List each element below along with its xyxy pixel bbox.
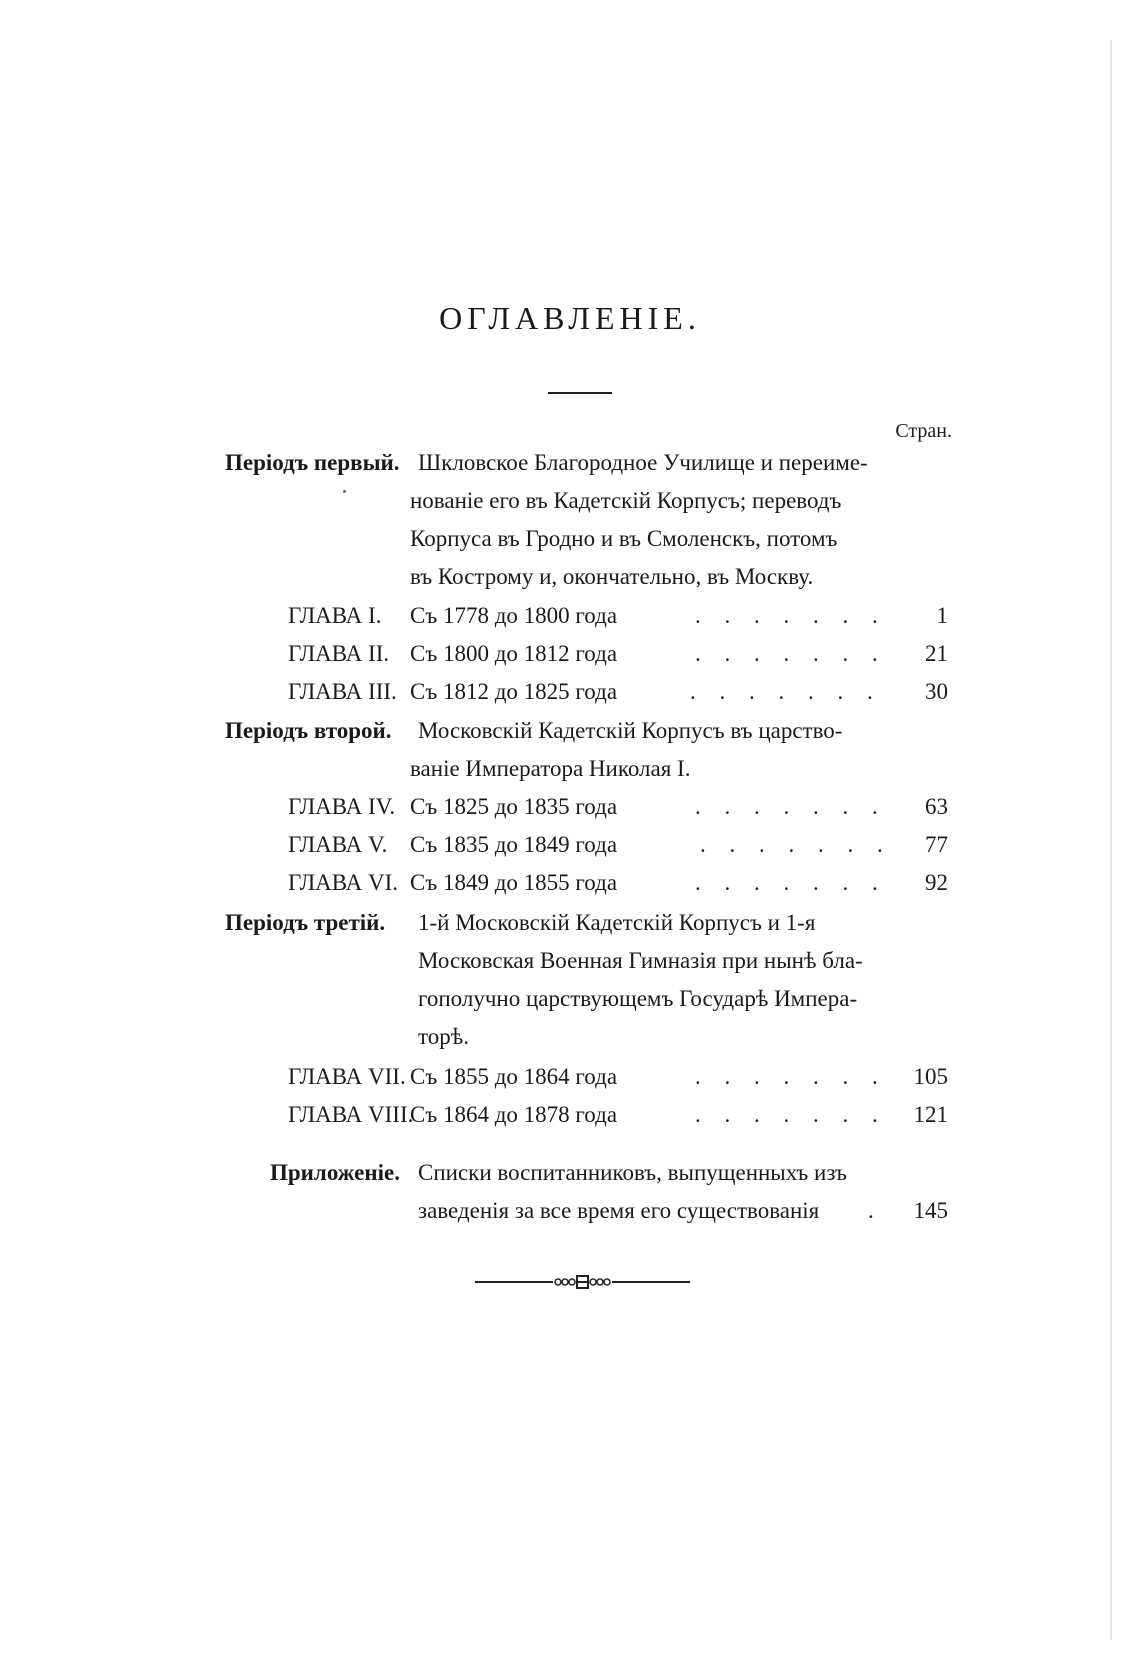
appendix-line-2: заведенія за все время его существованія <box>418 1198 820 1223</box>
chapter-3-text: Съ 1812 до 1825 года <box>410 679 618 704</box>
period-first-line-3: Корпуса въ Гродно и въ Смоленскъ, потомъ <box>410 526 838 551</box>
chapter-4-page: 63 <box>925 794 948 819</box>
period-first-label: Періодъ первый. <box>225 450 400 475</box>
ornament-ring <box>569 1279 575 1285</box>
period-first-line-1: Шкловское Благородное Училище и переиме- <box>418 450 868 475</box>
appendix-leader: . <box>868 1198 874 1223</box>
chapter-1-page: 1 <box>936 603 948 628</box>
period-first-line-2: нованіе его въ Кадетскій Корпусъ; переводъ <box>410 488 842 513</box>
chapter-6-label: ГЛАВА VI. <box>288 870 399 895</box>
chapter-5-text: Съ 1835 до 1849 года <box>410 832 618 857</box>
chapter-3-leader: . . . . . . . <box>690 679 882 704</box>
chapter-1-label: ГЛАВА I. <box>288 603 382 628</box>
period-third-line-3: гополучно царствующемъ Государѣ Импера- <box>418 986 858 1011</box>
chapter-5-page: 77 <box>925 832 948 857</box>
chapter-8-label: ГЛАВА VIII. <box>288 1102 414 1127</box>
ornament-ring <box>562 1279 568 1285</box>
chapter-2-label: ГЛАВА II. <box>288 641 390 666</box>
chapter-3-label: ГЛАВА III. <box>288 679 397 704</box>
chapter-5-leader: . . . . . . . <box>700 832 892 857</box>
period-third-label: Періодъ третій. <box>225 910 386 935</box>
period-third-line-4: торѣ. <box>418 1024 469 1049</box>
chapter-1-text: Съ 1778 до 1800 года <box>410 603 618 628</box>
ornament-ring <box>590 1279 596 1285</box>
chapter-2-leader: . . . . . . . <box>695 641 887 666</box>
chapter-8-page: 121 <box>913 1102 948 1127</box>
ornament-ring <box>597 1279 603 1285</box>
page-column-header: Стран. <box>895 420 952 442</box>
chapter-2-page: 21 <box>925 641 948 666</box>
chapter-3-page: 30 <box>925 679 948 704</box>
period-second-label: Періодъ второй. <box>225 718 392 743</box>
period-second-line-1: Московскій Кадетскій Корпусъ въ царство- <box>418 718 843 743</box>
title-rule <box>548 392 612 394</box>
appendix-page: 145 <box>913 1198 948 1223</box>
chapter-6-page: 92 <box>925 870 948 895</box>
period-third-line-1: 1-й Московскій Кадетскій Корпусъ и 1-я <box>418 910 816 935</box>
appendix-line-1: Списки воспитанниковъ, выпущенныхъ изъ <box>418 1160 847 1185</box>
end-ornament <box>475 1272 690 1292</box>
period-second-line-2: ваніе Императора Николая I. <box>410 756 691 781</box>
page-edge-shadow <box>1110 40 1112 1640</box>
period-third-line-2: Московская Военная Гимназія при нынѣ бла- <box>418 948 863 973</box>
chapter-7-label: ГЛАВА VII. <box>288 1064 406 1089</box>
chapter-7-page: 105 <box>913 1064 948 1089</box>
chapter-7-text: Съ 1855 до 1864 года <box>410 1064 618 1089</box>
chapter-1-leader: . . . . . . . <box>695 603 887 628</box>
chapter-8-text: Съ 1864 до 1878 года <box>410 1102 618 1127</box>
chapter-7-leader: . . . . . . . <box>695 1064 887 1089</box>
chapter-4-leader: . . . . . . . <box>695 794 887 819</box>
print-speck <box>343 490 346 493</box>
page-title: ОГЛАВЛЕНІЕ. <box>439 300 701 336</box>
appendix-label: Приложеніе. <box>270 1160 400 1185</box>
ornament-ring <box>604 1279 610 1285</box>
chapter-6-leader: . . . . . . . <box>695 870 887 895</box>
chapter-4-text: Съ 1825 до 1835 года <box>410 794 618 819</box>
period-first-line-4: въ Кострому и, окончательно, въ Москву. <box>410 564 814 589</box>
chapter-4-label: ГЛАВА IV. <box>288 794 396 819</box>
chapter-5-label: ГЛАВА V. <box>288 832 388 857</box>
chapter-8-leader: . . . . . . . <box>695 1102 887 1127</box>
chapter-2-text: Съ 1800 до 1812 года <box>410 641 618 666</box>
ornament-ring <box>555 1279 561 1285</box>
chapter-6-text: Съ 1849 до 1855 года <box>410 870 618 895</box>
